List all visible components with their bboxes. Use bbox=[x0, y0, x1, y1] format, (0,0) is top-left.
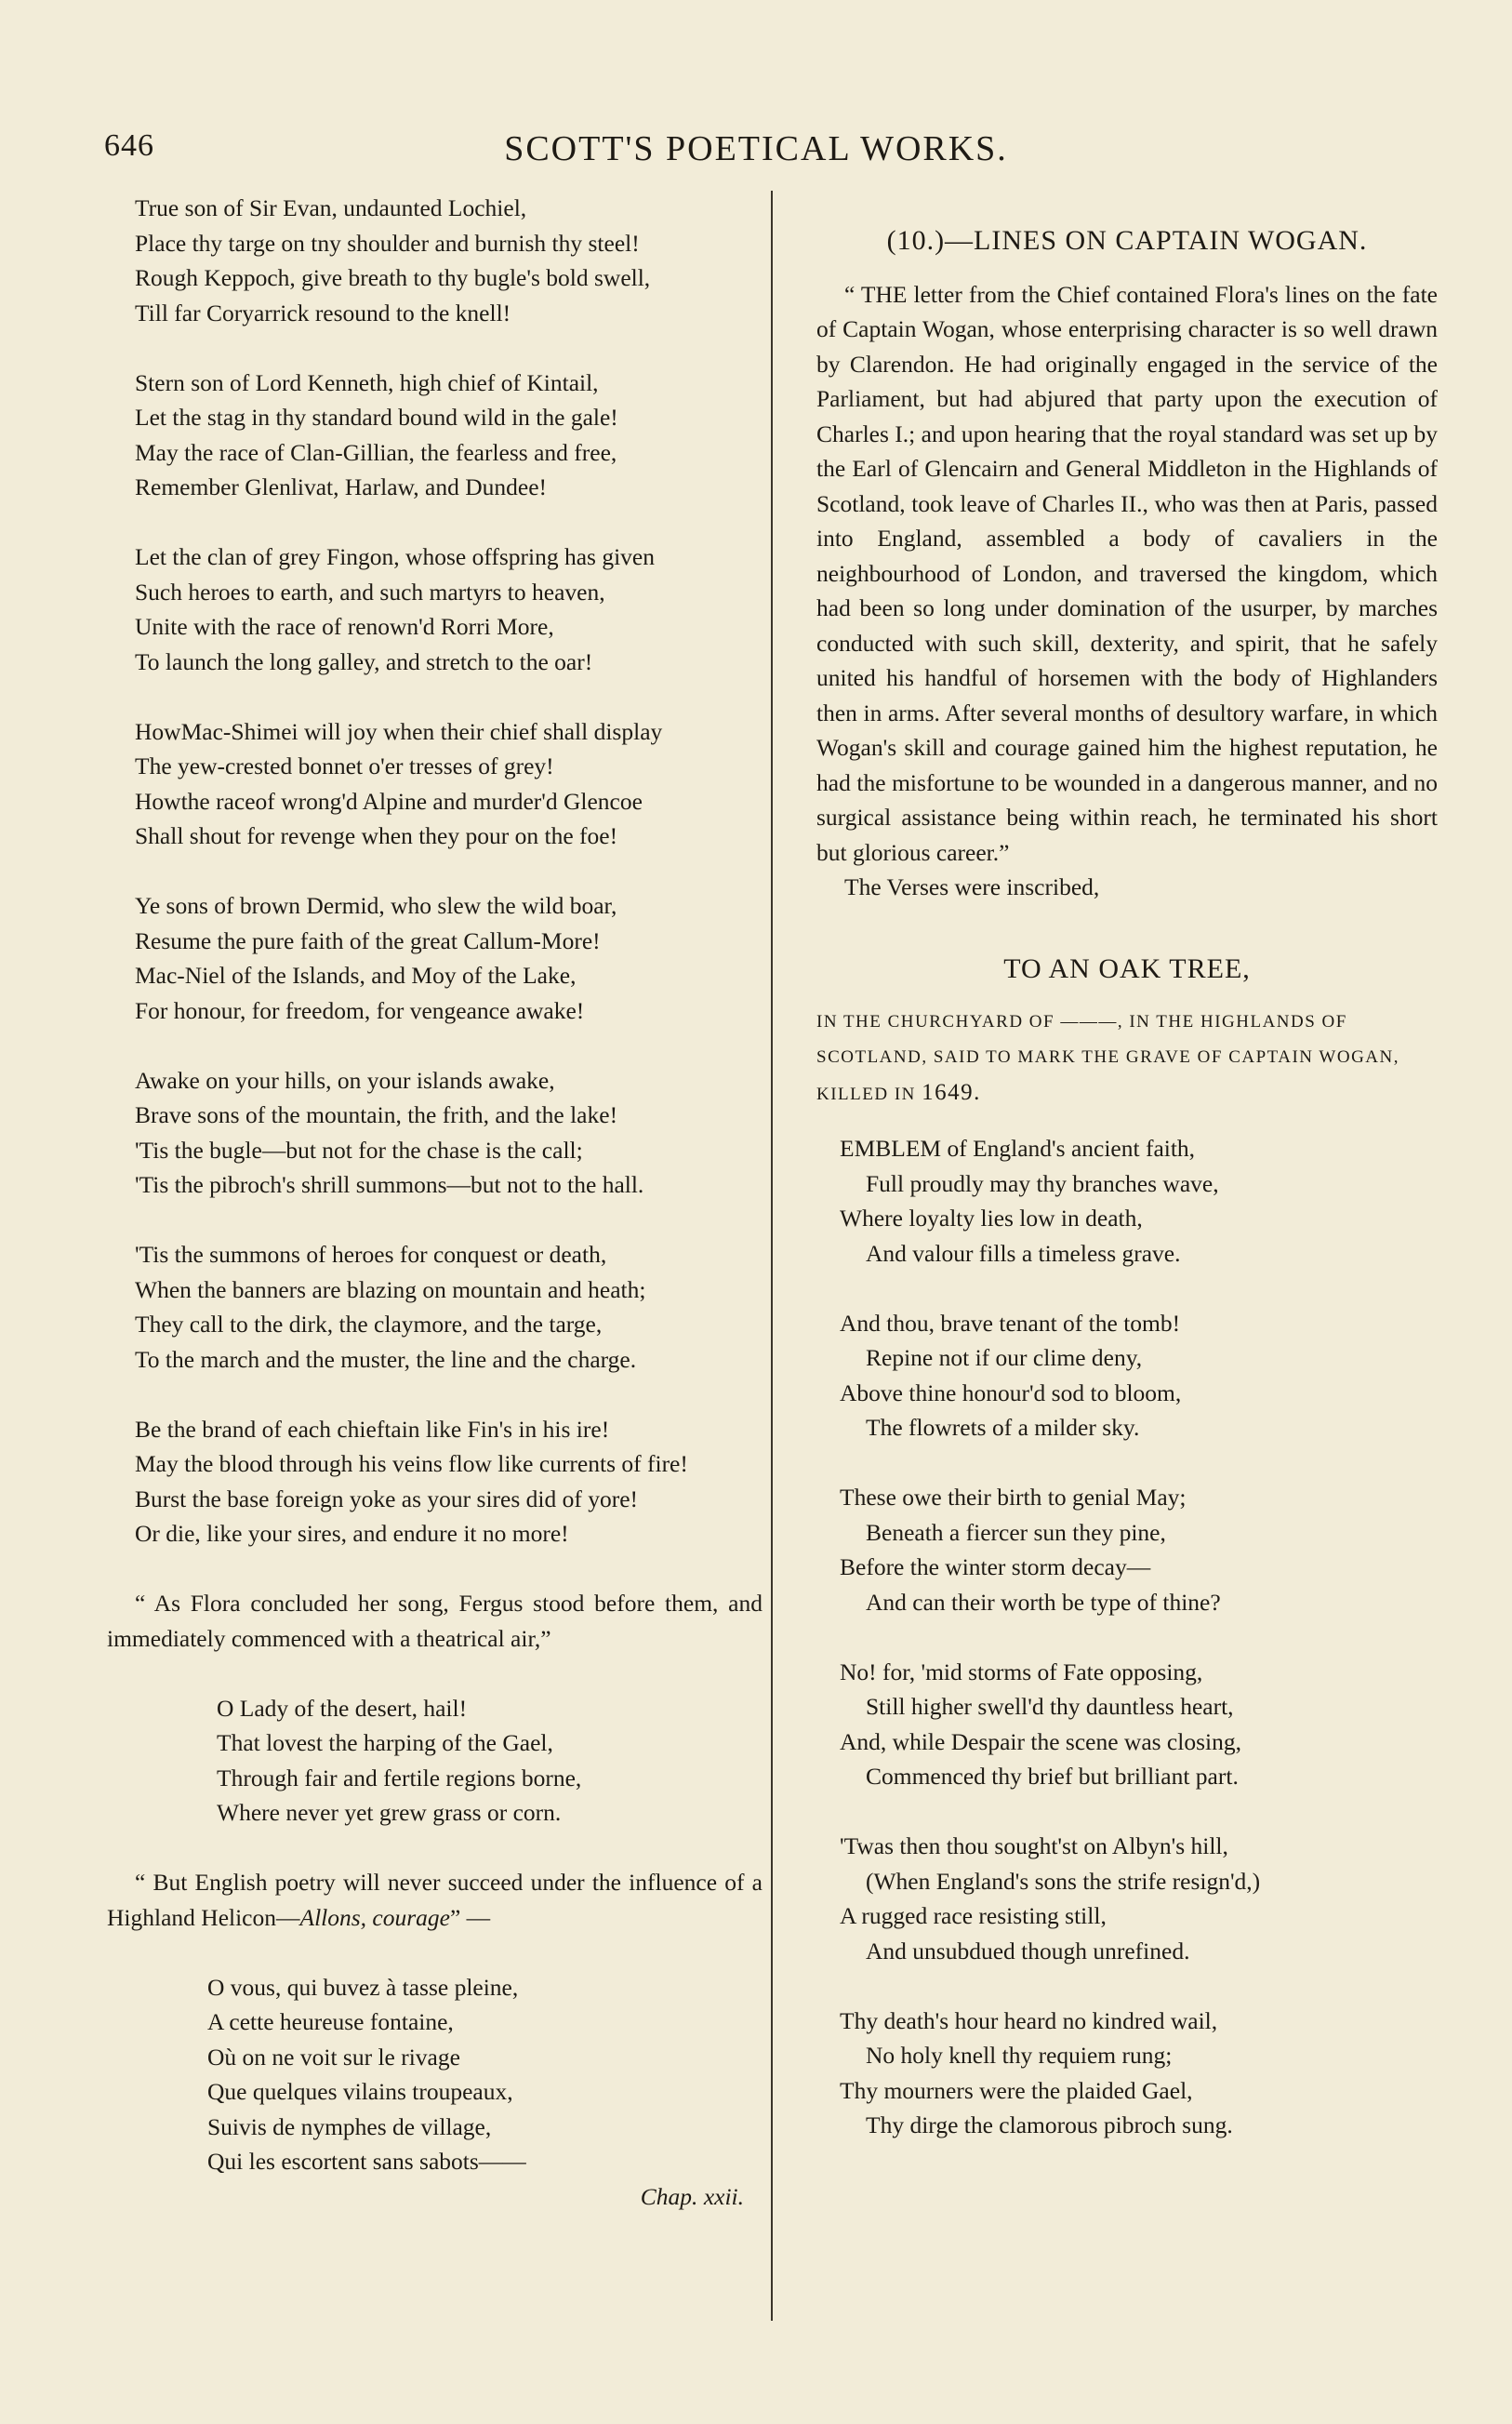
verse-line: 'Tis the bugle—but not for the chase is the call; bbox=[135, 1136, 583, 1164]
verse-line: And thou, brave tenant of the tomb! bbox=[840, 1309, 1181, 1337]
stanza bbox=[107, 366, 763, 505]
stanza bbox=[816, 1131, 1438, 1271]
verse-line: Où on ne voit sur le rivage bbox=[207, 2043, 460, 2071]
verse-line: To the march and the muster, the line and the charge. bbox=[135, 1345, 637, 1373]
verse-line: These owe their birth to genial May; bbox=[840, 1484, 1187, 1511]
verse-line: A cette heureuse fontaine, bbox=[207, 2008, 454, 2035]
verse-line: Shall shout for revenge when they pour on the foe! bbox=[135, 822, 618, 849]
prose-text: “ But English poetry will never succeed under the influence of a Highland Helicon— bbox=[107, 1869, 763, 1931]
verse-line: Remember Glenlivat, Harlaw, and Dundee! bbox=[135, 473, 548, 500]
verse-line: Brave sons of the mountain, the frith, and the lake! bbox=[135, 1101, 618, 1128]
verse-line: (When England's sons the strife resign'd,) bbox=[866, 1867, 1261, 1895]
verse-line: Be the brand of each chieftain like Fin's in his ire! bbox=[135, 1415, 610, 1443]
verse-line: To launch the long galley, and stretch to the oar! bbox=[135, 647, 593, 675]
left-column bbox=[107, 191, 763, 2214]
prose-paragraph bbox=[107, 1865, 763, 1935]
verse-line: 'Tis the pibroch's shrill summons—but not to the hall. bbox=[135, 1171, 644, 1198]
verse-line: May the race of Clan-Gillian, the fearless and free, bbox=[135, 438, 617, 466]
prose-paragraph: “ As Flora concluded her song, Fergus stood before them, and immediately commenced with a theatrical air,” bbox=[107, 1590, 763, 1652]
verse-line: May the blood through his veins flow like currents of fire! bbox=[135, 1450, 688, 1477]
verse-line: O Lady of the desert, hail! bbox=[217, 1694, 468, 1722]
stanza bbox=[107, 1412, 763, 1552]
verse-line: When the banners are blazing on mountain and heath; bbox=[135, 1275, 646, 1303]
prose-italic: Allons, courage bbox=[299, 1903, 450, 1931]
section-heading: (10.)—LINES ON CAPTAIN WOGAN. bbox=[886, 225, 1368, 256]
verse-line: Ye sons of brown Dermid, who slew the wild boar, bbox=[135, 892, 617, 919]
verse-line: A rugged race resisting still, bbox=[840, 1902, 1107, 1929]
verse-line: Qui les escortent sans sabots—— bbox=[207, 2148, 526, 2175]
page-header bbox=[0, 128, 1512, 175]
stanza bbox=[107, 191, 763, 330]
verse-line: Rough Keppoch, give breath to thy bugle's bold swell, bbox=[135, 264, 651, 291]
verse-line: Beneath a fiercer sun they pine, bbox=[866, 1518, 1166, 1546]
stanza bbox=[107, 714, 763, 854]
verse-line: That lovest the harping of the Gael, bbox=[217, 1729, 553, 1756]
verse-line: Unite with the race of renown'd Rorri More, bbox=[135, 613, 554, 640]
verse-line: O vous, qui buvez à tasse pleine, bbox=[207, 1973, 519, 2001]
verse-line: The yew-crested bonnet o'er tresses of grey! bbox=[135, 753, 554, 779]
verse-line: Suivis de nymphes de village, bbox=[207, 2112, 492, 2140]
verse-line: Through fair and fertile regions borne, bbox=[217, 1764, 582, 1791]
verse-line: Such heroes to earth, and such martyrs to heaven, bbox=[135, 578, 605, 606]
stanza bbox=[107, 1237, 763, 1377]
verse-line: Repine not if our clime deny, bbox=[866, 1344, 1143, 1371]
verse-line: No! for, 'mid storms of Fate opposing, bbox=[840, 1658, 1203, 1685]
verse-line: Awake on your hills, on your islands awake, bbox=[135, 1066, 555, 1094]
verse-line: And, while Despair the scene was closing, bbox=[840, 1727, 1241, 1755]
poem-subtitle bbox=[816, 1005, 1438, 1112]
stanza bbox=[107, 888, 763, 1028]
verse-line: 'Twas then thou sought'st on Albyn's hill, bbox=[840, 1832, 1228, 1859]
verse-line: True son of Sir Evan, undaunted Lochiel, bbox=[135, 194, 527, 221]
subtitle-year: 1649. bbox=[922, 1080, 981, 1105]
verse-line: HowMac-Shimei will joy when their chief shall display bbox=[135, 717, 663, 745]
citation-chap: Chap. bbox=[640, 2182, 698, 2210]
verse-line: Thy dirge the clamorous pibroch sung. bbox=[866, 2111, 1233, 2138]
citation-num: xxii. bbox=[703, 2182, 744, 2210]
verse-line: Where loyalty lies low in death, bbox=[840, 1205, 1143, 1232]
verse-line: Above thine honour'd sod to bloom, bbox=[840, 1378, 1182, 1406]
verse-line: And unsubdued though unrefined. bbox=[866, 1937, 1190, 1965]
subtitle-text: IN THE CHURCHYARD OF ———, IN THE HIGHLANDS OF SCOTLAND, SAID TO MARK THE GRAVE OF CAPTAIN WOGAN, KILLED IN bbox=[816, 1012, 1399, 1104]
prose-end: ” — bbox=[449, 1903, 491, 1931]
verse-line: Let the stag in thy standard bound wild in the gale! bbox=[135, 404, 618, 431]
citation bbox=[107, 2179, 763, 2215]
verse-line: Thy death's hour heard no kindred wail, bbox=[840, 2006, 1218, 2034]
verse-line: Mac-Niel of the Islands, and Moy of the Lake, bbox=[135, 962, 577, 989]
verse-line: Where never yet grew grass or corn. bbox=[217, 1799, 562, 1826]
running-title: SCOTT'S POETICAL WORKS. bbox=[504, 129, 1008, 168]
verse-line: Burst the base foreign yoke as your sires did of yore! bbox=[135, 1485, 639, 1512]
verse-line: Or die, like your sires, and endure it no more! bbox=[135, 1520, 569, 1547]
verse-line: For honour, for freedom, for vengeance awake! bbox=[135, 996, 585, 1024]
verse-line: Que quelques vilains troupeaux, bbox=[207, 2078, 513, 2105]
prose-paragraph: “ THE letter from the Chief contained Flora's lines on the fate of Captain Wogan, whose enterprising character is so well drawn by Clarendon. He had originally engaged in the service of the Parliament, but had abjured that party upon the execution of Charles I.; and upon hearing that the royal standard was set up by the Earl of Glencairn and General Middleton in the Highlands of Scotland, took leave of Charles II., who was then at Paris, passed into England, assembled a body of cavaliers in the neighbourhood of London, and traversed the kingdom, which had been so long under domination of the usurper, by marches conducted with such skill, dexterity, and spirit, that he safely united his handful of horsemen with the body of Highlanders then in arms. After several months of desultory warfare, in which Wogan's skill and courage gained him the highest reputation, he had the misfortune to be wounded in a dangerous manner, and no surgical assistance being within reach, he terminated his short but glorious career.” bbox=[816, 280, 1438, 866]
stanza bbox=[107, 1063, 763, 1203]
verse-line: Resume the pure faith of the great Callum-More! bbox=[135, 926, 601, 954]
verse-line: And valour fills a timeless grave. bbox=[866, 1239, 1181, 1267]
verse-line: Place thy targe on tny shoulder and burnish thy steel! bbox=[135, 229, 640, 257]
verse-line: 'Tis the summons of heroes for conquest or death, bbox=[135, 1241, 607, 1268]
column-divider bbox=[771, 191, 773, 2321]
verse-line: The flowrets of a milder sky. bbox=[866, 1414, 1140, 1441]
stanza bbox=[816, 1306, 1438, 1445]
verse-line: EMBLEM of England's ancient faith, bbox=[840, 1135, 1196, 1162]
verse-line: Till far Coryarrick resound to the knell! bbox=[135, 299, 511, 326]
verse-line: Let the clan of grey Fingon, whose offspring has given bbox=[135, 543, 655, 570]
verse-line: They call to the dirk, the claymore, and the targe, bbox=[135, 1311, 603, 1338]
stanza bbox=[816, 2004, 1438, 2143]
verse-line: Full proudly may thy branches wave, bbox=[866, 1169, 1219, 1197]
verse-line: No holy knell thy requiem rung; bbox=[866, 2042, 1173, 2069]
french-stanza bbox=[107, 1970, 763, 2179]
verse-line: Commenced thy brief but brilliant part. bbox=[866, 1763, 1239, 1790]
verse-line: Stern son of Lord Kenneth, high chief of Kintail, bbox=[135, 368, 599, 396]
stanza bbox=[816, 1655, 1438, 1794]
right-column bbox=[816, 223, 1438, 2178]
verse-line: Before the winter storm decay— bbox=[840, 1553, 1151, 1580]
verses-line: The Verses were inscribed, bbox=[844, 873, 1100, 900]
poem-stanzas bbox=[816, 1131, 1438, 2143]
poem-title: TO AN OAK TREE, bbox=[1003, 952, 1251, 984]
quoted-stanza bbox=[107, 1691, 763, 1831]
verse-line: Thy mourners were the plaided Gael, bbox=[840, 2076, 1193, 2104]
verse-line: Still higher swell'd thy dauntless heart, bbox=[866, 1693, 1234, 1720]
page-number: 646 bbox=[104, 128, 154, 163]
stanza bbox=[816, 1480, 1438, 1619]
stanza bbox=[107, 539, 763, 679]
left-stanzas bbox=[107, 191, 763, 1552]
verse-line: And can their worth be type of thine? bbox=[866, 1588, 1221, 1616]
stanza bbox=[816, 1829, 1438, 1968]
verse-line: Howthe raceof wrong'd Alpine and murder'd Glencoe bbox=[135, 787, 643, 815]
